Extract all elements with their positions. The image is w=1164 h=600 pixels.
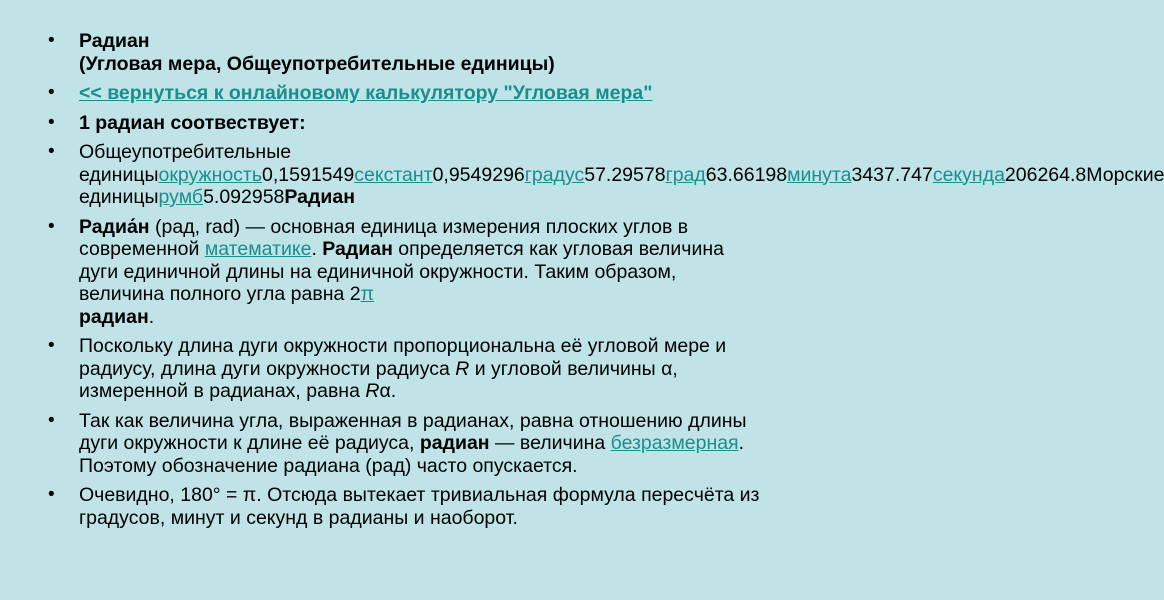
unit-link-grad[interactable]: град (665, 163, 706, 186)
proportional-item (48, 335, 760, 403)
dimensionless-text-3: . Поэтому обозначение радиана (рад) часто опускается. (79, 432, 745, 477)
unit-value-second: 206264.8 (1004, 163, 1087, 186)
unit-link-minute[interactable]: минута (787, 163, 852, 186)
units-item (48, 141, 1164, 209)
unit-value-circle: 0,1591549 (262, 163, 355, 186)
proportional-text-2: и угловой величины α, измеренной в радианах, равна (79, 357, 678, 402)
unit-tail-label: Радиан (284, 186, 355, 208)
unit-value-grad: 63.66198 (705, 163, 788, 186)
group-common-label: Общеупотребительные единицы (79, 141, 292, 186)
dimensionless-text-2: — величина (489, 432, 611, 454)
definition-text-1: (рад, rad) — основная единица измерения плоских углов в современной (79, 215, 689, 260)
unit-link-sextant[interactable]: секстант (354, 163, 433, 186)
equals-heading: 1 радиан соотвествует: (79, 111, 306, 134)
unit-value-rhumb: 5.092958 (203, 186, 285, 208)
definition-item (48, 216, 760, 329)
dimensionless-term: радиан (419, 432, 490, 454)
bullet-list (48, 30, 1164, 536)
page-subtitle: (Угловая мера, Общеупотребительные единицы) (79, 52, 555, 75)
back-link-item (48, 82, 760, 105)
radius-symbol-1: R (455, 357, 470, 380)
proportional-text-1: Поскольку длина дуги окружности пропорциональна её угловой мере и радиусу, длина дуги окружности радиуса (79, 335, 727, 380)
proportional-text-3: α. (379, 380, 397, 402)
definition-term: Радиа́н (79, 215, 150, 238)
unit-value-minute: 3437.747 (851, 163, 933, 186)
conversion-text: Очевидно, 180° = π. Отсюда вытекает тривиальная формула пересчёта из градусов, минут и секунд в радианы и наоборот. (79, 484, 760, 529)
back-to-calculator-link[interactable]: << вернуться к онлайновому калькулятору "Угловая мера" (79, 82, 653, 104)
unit-value-sextant: 0,9549296 (432, 163, 525, 186)
dimensionless-text-1: Так как величина угла, выраженная в радианах, равна отношению длины дуги окружности к длине её радиуса, (79, 409, 747, 454)
definition-text-4: . (148, 305, 155, 328)
unit-value-degree: 57.29578 (584, 163, 666, 186)
definition-term-2: Радиан (322, 238, 393, 260)
unit-link-second[interactable]: секунда (932, 163, 1005, 186)
pi-link[interactable]: π (360, 283, 375, 305)
dimensionless-link[interactable]: безразмерная (610, 432, 739, 454)
mathematics-link[interactable]: математике (204, 238, 312, 260)
definition-term-3: радиан (79, 305, 149, 328)
definition-text-2: . (311, 238, 323, 260)
definition-text-3: определяется как угловая величина дуги единичной длины на единичной окружности. Таким образом, величина полного угла равна 2 (79, 238, 724, 305)
radius-symbol-2: R (365, 380, 380, 402)
group-marine-label: Морские единицы (79, 163, 1164, 208)
unit-link-degree[interactable]: градус (524, 163, 585, 186)
title-item (48, 30, 760, 75)
equals-heading-item (48, 112, 760, 135)
dimensionless-item (48, 410, 760, 478)
unit-link-rhumb[interactable]: румб (158, 186, 204, 208)
page-title: Радиан (79, 30, 150, 52)
unit-link-circle[interactable]: окружность (158, 163, 263, 186)
conversion-item (48, 484, 760, 529)
